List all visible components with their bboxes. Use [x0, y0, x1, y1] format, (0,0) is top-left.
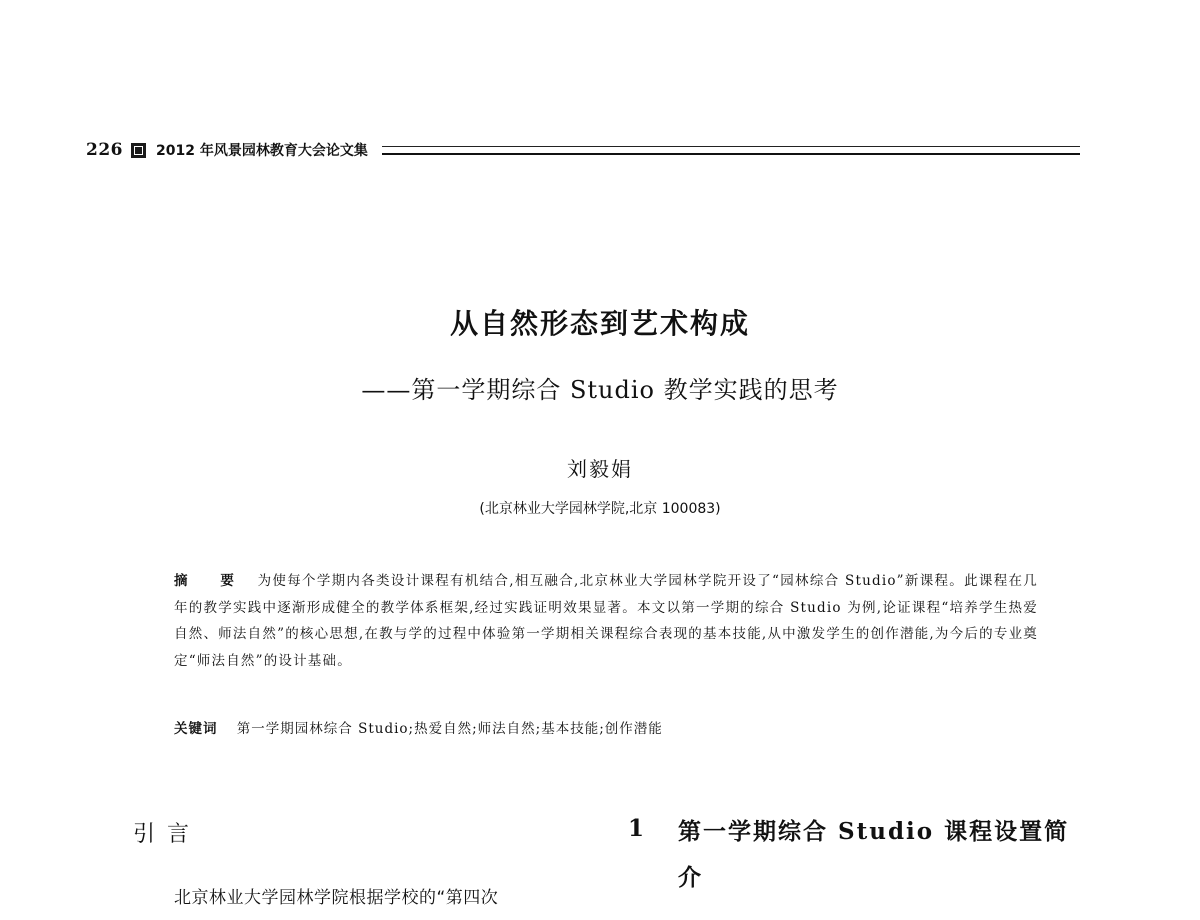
running-head [86, 138, 1080, 162]
keywords-text: 第一学期园林综合 Studio;热爱自然;师法自然;基本技能;创作潜能 [236, 721, 663, 737]
paper-title: 从自然形态到艺术构成 [449, 307, 750, 340]
abstract-label: 摘 要 [174, 573, 249, 589]
intro-text: 北京林业大学园林学院根据学校的“第四次 [174, 888, 499, 908]
intro-heading: 引言 [133, 822, 202, 847]
ornament-icon [131, 143, 146, 158]
author-name: 刘毅娟 [567, 457, 633, 481]
affiliation: (北京林业大学园林学院,北京 100083) [479, 501, 721, 517]
header-rule [382, 146, 1080, 155]
paper-subtitle: ——第一学期综合 Studio 教学实践的思考 [361, 376, 839, 404]
abstract [174, 568, 1038, 674]
section-number: 1 [628, 815, 645, 842]
keywords-label: 关键词 [174, 721, 218, 737]
page-number: 226 [86, 140, 123, 160]
section-title: 第一学期综合 Studio 课程设置简介 [678, 818, 1070, 891]
journal-title: 2012 年风景园林教育大会论文集 [156, 143, 368, 159]
keywords [174, 717, 1038, 737]
abstract-text: 为使每个学期内各类设计课程有机结合,相互融合,北京林业大学园林学院开设了“园林综合 Studio”新课程。此课程在几年的教学实践中逐渐形成健全的教学体系框架,经过实践证明效果显著。本文以第一学期的综合 Studio 为例,论证课程“培养学生热爱自然、师法自然”的核心思想,在教与学的过程中体验第一学期相关课程综合表现的基本技能,从中激发学生的创作潜能,为今后的专业奠定“师法自然”的设计基础。 [174, 573, 1038, 669]
